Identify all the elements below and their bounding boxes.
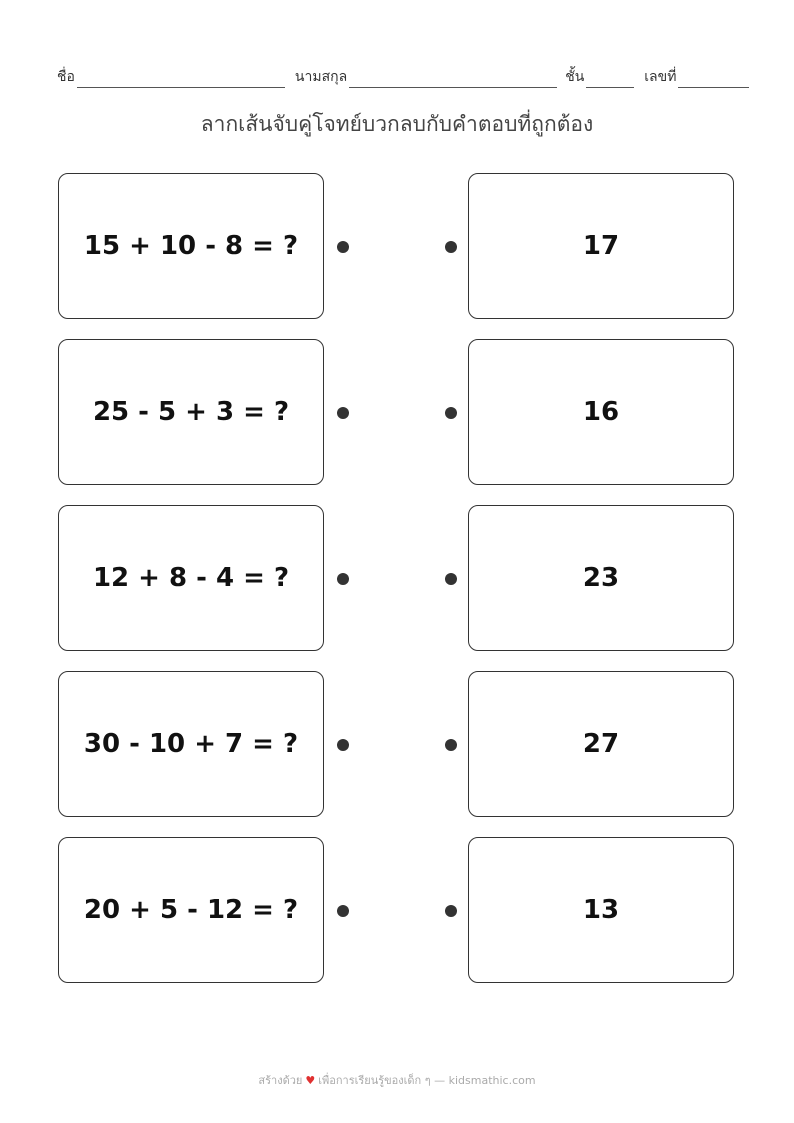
surname-label: นามสกุล — [294, 69, 348, 85]
answer-card: 13 — [468, 837, 734, 983]
class-label: ชั้น — [565, 69, 585, 85]
number-label: เลขที่ — [644, 69, 677, 85]
problem-card: 30 - 10 + 7 = ? — [58, 671, 324, 817]
answer-card: 27 — [468, 671, 734, 817]
problem-card: 12 + 8 - 4 = ? — [58, 505, 324, 651]
answer-connector-dot[interactable] — [445, 407, 457, 419]
answer-connector-dot[interactable] — [445, 241, 457, 253]
footer-purpose: เพื่อการเรียนรู้ของเด็ก ๆ — kidsmathic.com — [318, 1074, 536, 1087]
answer-connector-dot[interactable] — [445, 573, 457, 585]
answer-card: 16 — [468, 339, 734, 485]
heart-icon: ♥ — [305, 1074, 316, 1087]
problem-connector-dot[interactable] — [337, 407, 349, 419]
student-info-row — [57, 64, 749, 88]
problem-connector-dot[interactable] — [337, 573, 349, 585]
answer-connector-dot[interactable] — [445, 905, 457, 917]
problem-connector-dot[interactable] — [337, 241, 349, 253]
worksheet-title: ลากเส้นจับคู่โจทย์บวกลบกับคำตอบที่ถูกต้อง — [200, 112, 594, 136]
problem-card: 25 - 5 + 3 = ? — [58, 339, 324, 485]
footer-credit — [0, 1071, 794, 1089]
number-field[interactable] — [678, 71, 749, 88]
name-label: ชื่อ — [57, 69, 75, 85]
problem-connector-dot[interactable] — [337, 905, 349, 917]
name-field[interactable] — [77, 71, 285, 88]
problem-card: 15 + 10 - 8 = ? — [58, 173, 324, 319]
answer-card: 17 — [468, 173, 734, 319]
class-field[interactable] — [586, 71, 634, 88]
footer-made-with: สร้างด้วย — [258, 1074, 303, 1087]
problem-connector-dot[interactable] — [337, 739, 349, 751]
surname-field[interactable] — [349, 71, 557, 88]
answer-connector-dot[interactable] — [445, 739, 457, 751]
answer-card: 23 — [468, 505, 734, 651]
problem-card: 20 + 5 - 12 = ? — [58, 837, 324, 983]
